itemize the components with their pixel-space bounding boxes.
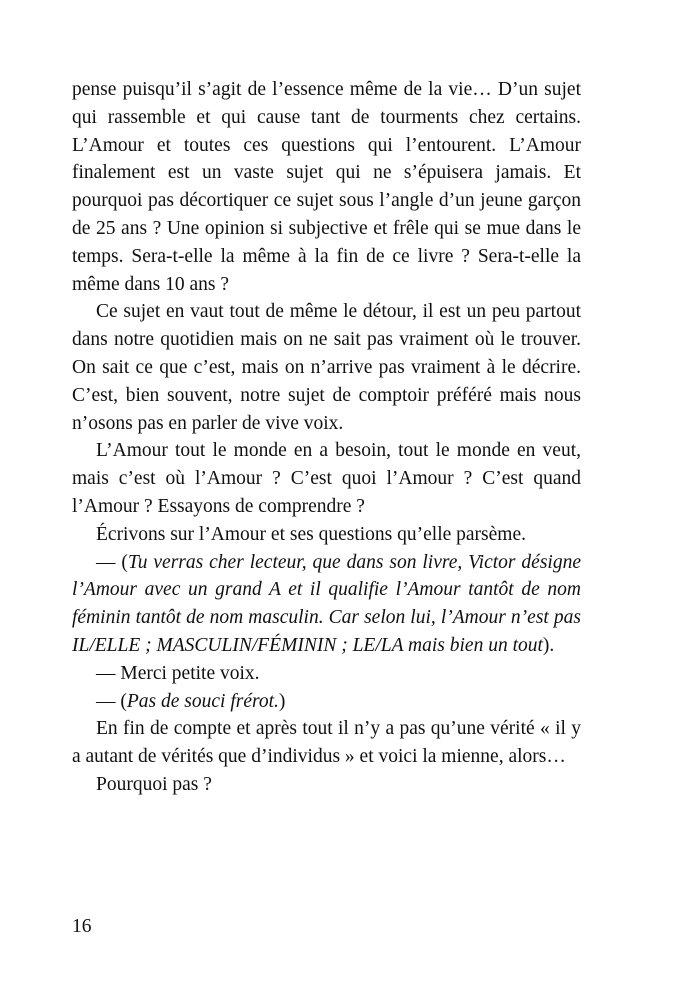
dialogue-italic-text: Tu verras cher lecteur, que dans son livre, Victor désigne l’Amour avec un grand A et il qualifie l’Amour tantôt de nom féminin tantôt de nom masculin. Car selon lui, l’Amour n’est pas IL/ELLE ; MASCULIN/FÉMININ ; LE/LA mais bien un tout (72, 551, 581, 656)
dialogue-line: — Merci petite voix. (96, 662, 260, 684)
paragraph: pense puisqu’il s’agit de l’essence même de la vie… D’un sujet qui rassemble et qui cause tant de tourments chez certains. L’Amour et toutes ces questions qui l’entourent. L’Amour finalement est un vaste sujet qui ne s’épuisera jamais. Et pourquoi pas décortiquer ce sujet sous l’angle d’un jeune garçon de 25 ans ? Une opinion si subjective et frêle qui se mue dans le temps. Sera-t-elle la même à la fin de ce livre ? Sera-t-elle la même dans 10 ans ? (72, 79, 581, 295)
dialogue-italic-text: Pas de souci frérot. (126, 690, 279, 712)
page-number: 16 (72, 916, 92, 937)
dialogue-end: ). (542, 634, 555, 656)
paragraph: L’Amour tout le monde en a besoin, tout le monde en veut, mais c’est où l’Amour ? C’est quoi l’Amour ? C’est quand l’Amour ? Essayons de comprendre ? (72, 440, 581, 517)
dialogue-dash: — ( (96, 551, 128, 573)
paragraph: Pourquoi pas ? (96, 773, 212, 795)
paragraph: En fin de compte et après tout il n’y a pas qu’une vérité « il y a autant de vérités que d’individus » et voici la mienne, alors… (72, 718, 581, 768)
dialogue-dash: — ( (96, 690, 127, 712)
paragraph: Écrivons sur l’Amour et ses questions qu’elle parsème. (96, 523, 526, 545)
dialogue-end: ) (278, 690, 286, 712)
dialogue-line (72, 549, 581, 660)
dialogue-line (72, 688, 581, 716)
page-body (72, 76, 581, 799)
paragraph: Ce sujet en vaut tout de même le détour, il est un peu partout dans notre quotidien mais on ne sait pas vraiment où le trouver. On sait ce que c’est, mais on n’arrive pas vraiment à le décrire. C’est, bien souvent, notre sujet de comptoir préféré mais nous n’osons pas en parler de vive voix. (72, 301, 581, 434)
